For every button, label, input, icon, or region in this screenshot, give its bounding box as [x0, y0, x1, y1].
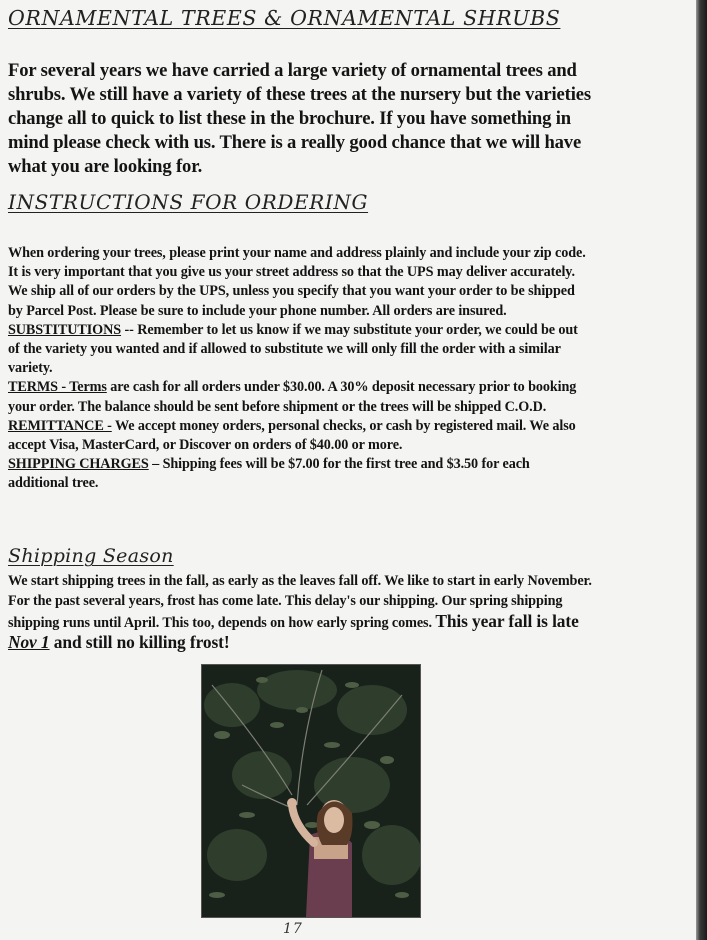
binding-edge [696, 0, 707, 940]
season-text: We start shipping trees in the fall, as early as the leaves fall off. We like to start in early November. For the past several years, frost has come late. This delay's our shipping. Our spring shipping shipping runs until April. This too, depends on how early spring comes. [8, 573, 592, 631]
intro-paragraph: For several years we have carried a large variety of ornamental trees and shrubs. We still have a variety of these trees at the nursery but the varieties change all to quick to list these in the brochure. If you have something in mind please check with us. There is a really good chance that we will have what you are looking for. [8, 60, 591, 177]
shipping-charges-label: SHIPPING CHARGES [8, 456, 149, 473]
season-emphasis-start: This year fall is late [435, 610, 579, 631]
remittance-label: REMITTANCE - [8, 417, 112, 434]
shipping-season-paragraph [8, 572, 592, 655]
substitutions-text: -- Remember to let us know if we may substitute your order, we could be out of the variety you wanted and if allowed to substitute we will only fill the order with a similar variety. [8, 321, 578, 377]
photo-girl-with-tree [201, 664, 421, 918]
heading-instructions-for-ordering: INSTRUCTIONS FOR ORDERING [8, 190, 369, 214]
season-emphasis-date: Nov 1 [8, 632, 50, 653]
ordering-paragraph: When ordering your trees, please print your name and address plainly and include your zip code. It is very important that you give us your street address so that the UPS may deliver accurately. We ship all of our orders by the UPS, unless you specify that you want your order to be shipped by Parcel Post. Please be sure to include your phone number. All orders are insured. [8, 245, 586, 319]
terms-label: TERMS - Terms [8, 379, 107, 396]
shipping-charges-text: – Shipping fees will be $7.00 for the first tree and $3.50 for each additional tree. [8, 456, 530, 492]
heading-shipping-season: Shipping Season [8, 545, 174, 567]
terms-text: are cash for all orders under $30.00. A 30% deposit necessary prior to booking your order. The balance should be sent before shipment or the trees will be shipped C.O.D. [8, 379, 577, 415]
ordering-instructions [8, 244, 592, 494]
season-emphasis-end: and still no killing frost! [49, 632, 230, 653]
remittance-text: We accept money orders, personal checks, or cash by registered mail. We also accept Visa, MasterCard, or Discover on orders of $40.00 or more. [8, 417, 576, 454]
substitutions-label: SUBSTITUTIONS [8, 321, 122, 338]
page-number: 17 [283, 921, 303, 937]
heading-ornamental-trees: ORNAMENTAL TREES & ORNAMENTAL SHRUBS [8, 6, 561, 30]
